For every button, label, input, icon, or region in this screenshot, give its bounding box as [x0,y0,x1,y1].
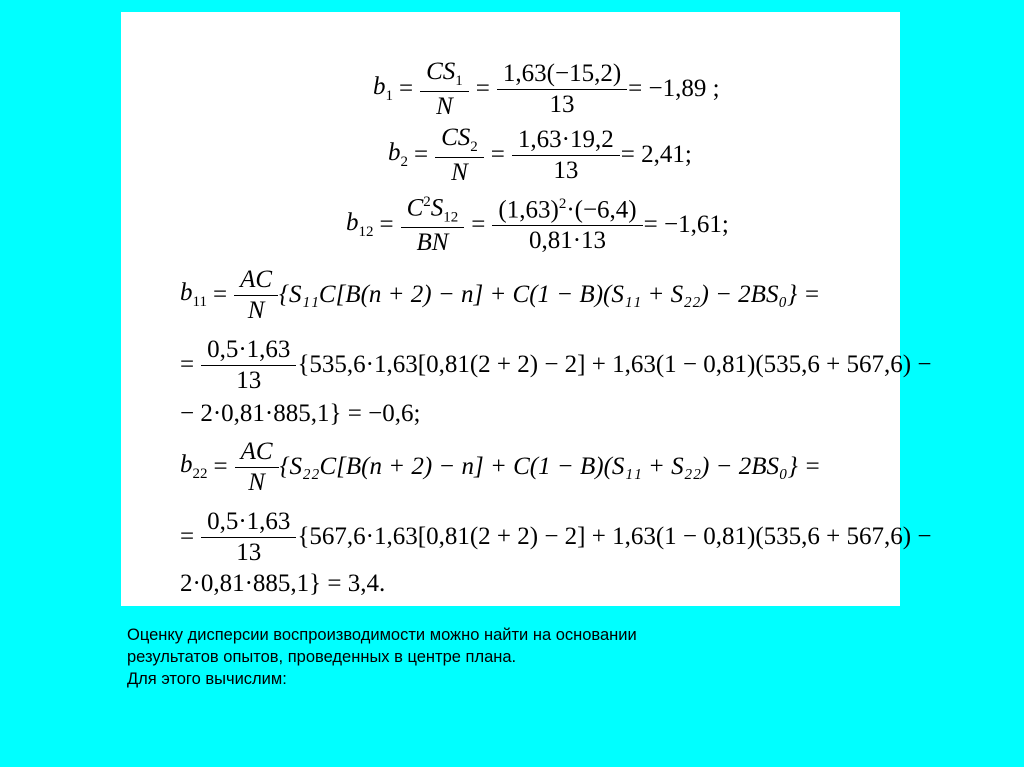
b11-lhs: $b_{11}$ [180,279,207,310]
b1-result: = −1,89 ; [628,75,720,102]
equation-b22-line3 [180,570,385,598]
b2-lhs: $b_2$ [388,139,408,170]
b22-expression: {S₂₂C[B(n + 2) − n] + C(1 − B)(S₁₁ + S₂₂) − 2BS₀} = [279,453,821,480]
b12-lhs: $b_{12}$ [346,209,374,241]
equation-b11-line3 [180,400,420,428]
equation-b2: $b_2$ = $\frac{CS_2}{N}$ = $\frac{1,63\cdot 19,2}{13}$ = 2,41; [388,124,692,186]
caption-line-2: результатов опытов, проведенных в центре плана. [127,648,517,666]
b1-fraction-symbolic: $\frac{CS_1}{N}$ [423,58,466,120]
b2-result: = 2,41; [620,141,692,168]
equation-b1: $b_1$ = $\frac{CS_1}{N}$ = $\frac{1,63(-15,2)}{13}$ = −1,89 ; [373,58,720,120]
b22-fraction-symbolic: $\frac{AC}{N}$ [238,438,276,496]
equation-b22-line2: = $\frac{0,5\cdot 1,63}{13}$ {567,6·1,63[0,81(2 + 2) − 2] + 1,63(1 − 0,81)(535,6 + 567,6) − [180,508,932,566]
b22-lhs: $b_{22}$ [180,451,208,482]
b11-fraction-symbolic: $\frac{AC}{N}$ [237,266,275,324]
equation-b11-line2: = $\frac{0,5\cdot 1,63}{13}$ {535,6·1,63[0,81(2 + 2) − 2] + 1,63(1 − 0,81)(535,6 + 567,6) − [180,336,932,394]
b11-numeric-expression: {535,6·1,63[0,81(2 + 2) − 2] + 1,63(1 − 0,81)(535,6 + 567,6) − [297,351,932,378]
equation-b12: $b_{12}$ = $\frac{C^2S_{12}}{BN}$ = $\frac{(1,63)^2\cdot(-6,4)}{0,81\cdot 13}$ = −1,61; [346,194,729,256]
b1-fraction-numeric: $\frac{1,63(-15,2)}{13}$ [500,60,624,118]
b11-expression: {S₁₁C[B(n + 2) − n] + C(1 − B)(S₁₁ + S₂₂) − 2BS₀} = [279,281,821,308]
b1-lhs: $b_1$ [373,73,393,104]
b12-fraction-symbolic: $\frac{C^2S_{12}}{BN}$ [404,194,462,256]
b12-fraction-numeric: $\frac{(1,63)^2\cdot(-6,4)}{0,81\cdot 13}$ [495,196,639,254]
b22-numeric-expression: {567,6·1,63[0,81(2 + 2) − 2] + 1,63(1 − 0,81)(535,6 + 567,6) − [297,523,932,550]
b11-fraction-numeric: $\frac{0,5\cdot 1,63}{13}$ [204,336,293,394]
b11-result: − 2·0,81·885,1} = −0,6; [180,400,421,427]
caption-line-3: Для этого вычислим: [127,670,287,688]
b2-fraction-numeric: $\frac{1,63\cdot 19,2}{13}$ [515,126,617,184]
b22-result: 2·0,81·885,1} = 3,4. [180,570,386,597]
caption-line-1: Оценку дисперсии воспроизводимости можно найти на основании [127,626,637,644]
b12-result: = −1,61; [643,211,729,239]
b2-fraction-symbolic: $\frac{CS_2}{N}$ [438,124,481,186]
equation-b22-line1: $b_{22}$ = $\frac{AC}{N}$ {S₂₂C[B(n + 2) − n] + C(1 − B)(S₁₁ + S₂₂) − 2BS₀} = [180,438,821,496]
equation-b11-line1: $b_{11}$ = $\frac{AC}{N}$ {S₁₁C[B(n + 2) − n] + C(1 − B)(S₁₁ + S₂₂) − 2BS₀} = [180,266,821,324]
caption-text [127,624,827,690]
b22-fraction-numeric: $\frac{0,5\cdot 1,63}{13}$ [204,508,293,566]
